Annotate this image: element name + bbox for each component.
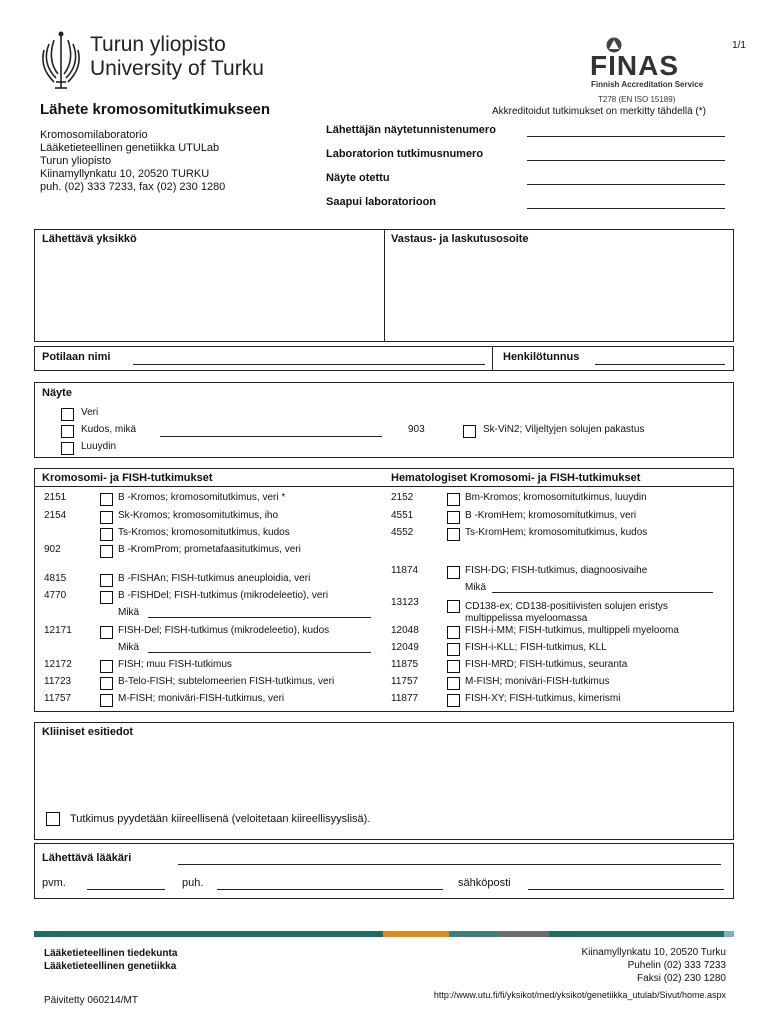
k-checkbox-902[interactable] (100, 545, 113, 558)
h-checkbox-4551[interactable] (447, 511, 460, 524)
k-code-11757: 11757 (44, 693, 72, 704)
sample-freezing-checkbox[interactable] (463, 425, 476, 438)
patient-name-input[interactable] (133, 364, 485, 365)
h-code-12048: 12048 (391, 625, 419, 636)
lab-study-number-label: Laboratorion tutkimusnumero (326, 148, 484, 160)
date-label: pvm. (42, 877, 66, 889)
h-code-2152: 2152 (391, 492, 414, 503)
h-label-13123-line2: multippelissa myeloomassa (465, 613, 588, 624)
finas-code: T278 (EN ISO 15189) (598, 95, 676, 104)
h-label-13123: CD138-ex; CD138-positiivisten solujen eristys (465, 601, 668, 612)
k-label-4770: B -FISHDel; FISH-tutkimus (mikrodeleetio), veri (118, 590, 329, 601)
k-checkbox-tskromos[interactable] (100, 528, 113, 541)
university-logo-icon (40, 30, 82, 92)
k-code-2154: 2154 (44, 510, 67, 521)
k-label-12171: FISH-Del; FISH-tutkimus (mikrodeleetio), kudos (118, 625, 330, 636)
footer-updated: Päivitetty 060214/MT (44, 995, 138, 1006)
h-label-2152: Bm-Kromos; kromosomitutkimus, luuydin (465, 492, 647, 503)
hema-title: Hematologiset Kromosomi- ja FISH-tutkimukset (391, 472, 641, 484)
sample-blood-label: Veri (81, 407, 99, 418)
doctor-title: Lähettävä lääkäri (42, 852, 132, 864)
email-input[interactable] (528, 889, 724, 890)
k-label-12172: FISH; muu FISH-tutkimus (118, 659, 232, 670)
sample-taken-label: Näyte otettu (326, 172, 390, 184)
h-label-12048: FISH-i-MM; FISH-tutkimus, multippeli myelooma (465, 625, 679, 636)
sample-marrow-checkbox[interactable] (61, 442, 74, 455)
h-checkbox-11757[interactable] (447, 677, 460, 690)
email-label: sähköposti (458, 877, 511, 889)
page-number: 1/1 (732, 40, 746, 51)
h-checkbox-11877[interactable] (447, 694, 460, 707)
footer-url[interactable]: http://www.utu.fi/fi/yksikot/med/yksikot/genetiikka_utulab/Sivut/home.aspx (433, 990, 726, 1000)
h-label-11875: FISH-MRD; FISH-tutkimus, seuranta (465, 659, 628, 670)
h-label-4552: Ts-KromHem; kromosomitutkimus, kudos (465, 527, 648, 538)
k-mika-input-2[interactable] (148, 652, 371, 653)
accreditation-note: Akkreditoidut tutkimukset on merkitty tähdellä (*) (492, 106, 706, 117)
k-label-11723: B-Telo-FISH; subtelomeerien FISH-tutkimus, veri (118, 676, 335, 687)
h-code-11875: 11875 (391, 659, 419, 670)
h-code-4552: 4552 (391, 527, 414, 538)
urgent-label: Tutkimus pyydetään kiireellisenä (veloitetaan kiireellisyyslisä). (70, 813, 371, 825)
billing-address-label: Vastaus- ja laskutusosoite (391, 233, 529, 245)
sample-tissue-label: Kudos, mikä (81, 424, 137, 435)
sender-sample-id-label: Lähettäjän näytetunnistenumero (326, 124, 496, 136)
footer-department: Lääketieteellinen genetiikka (44, 961, 177, 972)
sample-box (34, 382, 734, 458)
university-name-fi: Turun yliopisto (90, 33, 226, 56)
k-code-4770: 4770 (44, 590, 67, 601)
h-mika-label: Mikä (465, 582, 487, 593)
billing-address-field[interactable] (386, 248, 732, 340)
k-label-tskromos: Ts-Kromos; kromosomitutkimus, kudos (118, 527, 290, 538)
doctor-name-input[interactable] (178, 864, 721, 865)
date-input[interactable] (87, 889, 165, 890)
sample-blood-checkbox[interactable] (61, 408, 74, 421)
h-checkbox-12048[interactable] (447, 626, 460, 639)
patient-box (34, 346, 734, 371)
doctor-box (34, 843, 734, 899)
phone-input[interactable] (217, 889, 443, 890)
personal-id-input[interactable] (595, 364, 725, 365)
sender-billing-divider (384, 229, 385, 342)
h-checkbox-13123[interactable] (447, 600, 460, 613)
sender-sample-id-input[interactable] (527, 136, 725, 137)
sender-unit-label: Lähettävä yksikkö (42, 233, 137, 245)
arrived-input[interactable] (527, 208, 725, 209)
patient-name-label: Potilaan nimi (42, 351, 111, 363)
k-code-11723: 11723 (44, 676, 72, 687)
university-name-en: University of Turku (90, 57, 264, 80)
k-code-2151: 2151 (44, 492, 67, 503)
kromosomi-title: Kromosomi- ja FISH-tutkimukset (42, 472, 213, 484)
k-label-4815: B -FISHAn; FISH-tutkimus aneuploidia, veri (118, 573, 311, 584)
personal-id-label: Henkilötunnus (503, 351, 580, 363)
h-code-11877: 11877 (391, 693, 419, 704)
arrived-label: Saapui laboratorioon (326, 196, 437, 208)
lab-study-number-input[interactable] (527, 160, 725, 161)
lab-university: Turun yliopisto (40, 155, 112, 167)
k-checkbox-2154[interactable] (100, 511, 113, 524)
h-checkbox-11874[interactable] (447, 566, 460, 579)
k-mika-label-2: Mikä (118, 642, 140, 653)
footer-phone: Puhelin (02) 333 7233 (627, 960, 726, 971)
h-label-4551: B -KromHem; kromosomitutkimus, veri (465, 510, 637, 521)
footer-fax: Faksi (02) 230 1280 (637, 973, 726, 984)
h-checkbox-11875[interactable] (447, 660, 460, 673)
tests-header-divider (34, 486, 734, 487)
finas-service: Finnish Accreditation Service (591, 80, 704, 89)
lab-street: Kiinamyllynkatu 10, 20520 TURKU (40, 168, 210, 180)
lab-department: Lääketieteellinen genetiikka UTULab (40, 142, 220, 154)
h-label-11877: FISH-XY; FISH-tutkimus, kimerismi (465, 693, 621, 704)
k-mika-label-1: Mikä (118, 607, 140, 618)
sample-title: Näyte (42, 387, 72, 399)
h-checkbox-12049[interactable] (447, 643, 460, 656)
k-label-2151: B -Kromos; kromosomitutkimus, veri * (118, 492, 286, 503)
h-checkbox-2152[interactable] (447, 493, 460, 506)
k-checkbox-11757[interactable] (100, 694, 113, 707)
h-mika-input[interactable] (492, 592, 713, 593)
h-label-11757: M-FISH; moniväri-FISH-tutkimus (465, 676, 610, 687)
sample-marrow-label: Luuydin (81, 441, 117, 452)
sender-unit-field[interactable] (36, 248, 382, 340)
k-label-2154: Sk-Kromos; kromosomitutkimus, iho (118, 510, 279, 521)
patient-divider (492, 346, 493, 371)
k-label-902: B -KromProm; prometafaasitutkimus, veri (118, 544, 301, 555)
lab-phone: puh. (02) 333 7233, fax (02) 230 1280 (40, 181, 226, 193)
k-checkbox-4770[interactable] (100, 591, 113, 604)
k-mika-input-1[interactable] (148, 617, 371, 618)
h-code-13123: 13123 (391, 597, 419, 608)
footer-address: Kiinamyllynkatu 10, 20520 Turku (581, 947, 726, 958)
h-code-4551: 4551 (391, 510, 414, 521)
sample-taken-input[interactable] (527, 184, 725, 185)
h-label-12049: FISH-i-KLL; FISH-tutkimus, KLL (465, 642, 607, 653)
h-code-12049: 12049 (391, 642, 419, 653)
k-code-12171: 12171 (44, 625, 72, 636)
k-code-12172: 12172 (44, 659, 72, 670)
k-checkbox-12172[interactable] (100, 660, 113, 673)
h-code-11874: 11874 (391, 565, 419, 576)
h-code-11757: 11757 (391, 676, 419, 687)
clinical-title: Kliiniset esitiedot (42, 726, 134, 738)
sample-tissue-which-input[interactable] (160, 436, 382, 437)
footer-color-bar (34, 931, 734, 937)
footer-faculty: Lääketieteellinen tiedekunta (44, 948, 178, 959)
form-title: Lähete kromosomitutkimukseen (40, 101, 271, 118)
h-label-11874: FISH-DG; FISH-tutkimus, diagnoosivaihe (465, 565, 648, 576)
sample-extra-code: 903 (408, 424, 425, 435)
k-checkbox-4815[interactable] (100, 574, 113, 587)
sample-tissue-checkbox[interactable] (61, 425, 74, 438)
k-checkbox-2151[interactable] (100, 493, 113, 506)
urgent-checkbox[interactable] (46, 812, 60, 826)
finas-logo: FINAS (590, 50, 679, 81)
sample-freezing-label: Sk-ViN2; Viljeltyjen solujen pakastus (483, 424, 645, 435)
k-label-11757: M-FISH; moniväri-FISH-tutkimus, veri (118, 693, 285, 704)
clinical-info-field[interactable] (40, 742, 728, 806)
lab-name: Kromosomilaboratorio (40, 129, 148, 141)
h-checkbox-4552[interactable] (447, 528, 460, 541)
phone-label: puh. (182, 877, 204, 889)
k-code-4815: 4815 (44, 573, 67, 584)
k-checkbox-12171[interactable] (100, 626, 113, 639)
k-code-902: 902 (44, 544, 61, 555)
k-checkbox-11723[interactable] (100, 677, 113, 690)
